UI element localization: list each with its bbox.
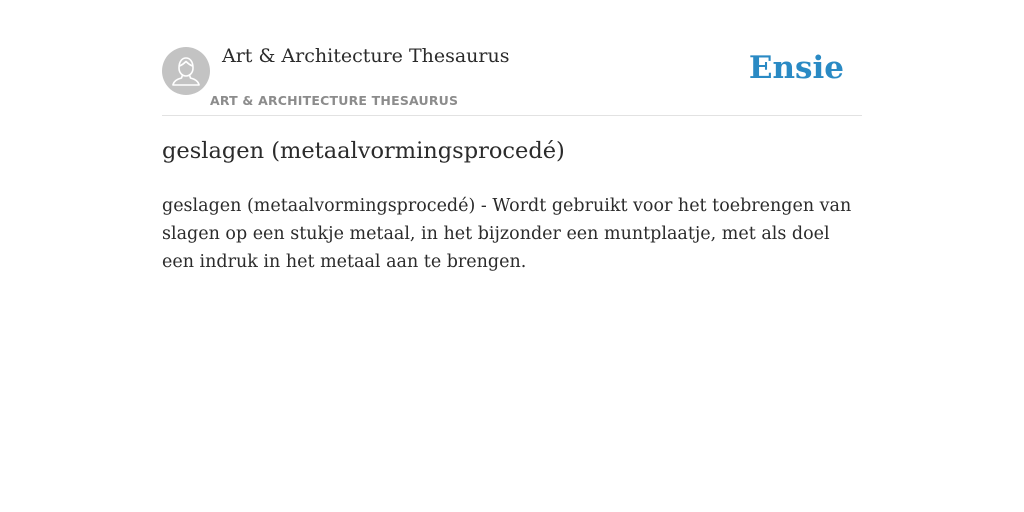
page-title: geslagen (metaalvormingsprocedé) (162, 138, 565, 164)
entry-header (162, 0, 862, 116)
brand-logo-link[interactable]: Ensie (748, 50, 844, 86)
source-label: ART & ARCHITECTURE THESAURUS (210, 93, 459, 108)
user-silhouette-icon (162, 47, 210, 95)
author-name[interactable]: Art & Architecture Thesaurus (222, 45, 510, 67)
definition-text: geslagen (metaalvormingsprocedé) - Wordt gebruikt voor het toebrengen van slagen op een stukje metaal, in het bijzonder een muntplaatje, met als doel een indruk in het metaal aan te brengen. (162, 196, 852, 272)
avatar[interactable] (162, 47, 210, 95)
content-container (162, 0, 862, 272)
